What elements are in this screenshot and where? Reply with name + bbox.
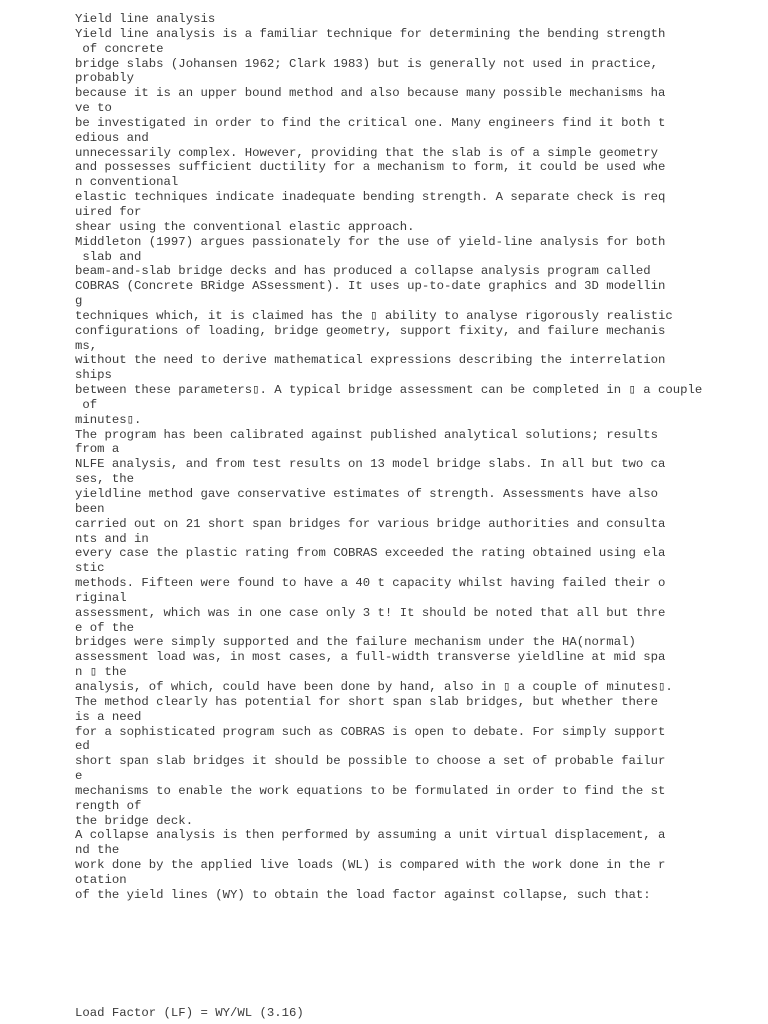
text-line: assessment, which was in one case only 3 t! It should be noted that all but thre	[75, 605, 666, 620]
body-text	[75, 12, 755, 903]
text-line: uired for	[75, 204, 142, 219]
text-line: slab and	[75, 249, 142, 264]
text-line: is a need	[75, 709, 142, 724]
text-line: A collapse analysis is then performed by assuming a unit virtual displacement, a	[75, 828, 666, 843]
text-line: assessment load was, in most cases, a full-width transverse yieldline at mid spa	[75, 650, 666, 665]
text-line: yieldline method gave conservative estimates of strength. Assessments have also	[75, 487, 658, 501]
text-line: carried out on 21 short span bridges for various bridge authorities and consulta	[75, 516, 666, 531]
text-line: because it is an upper bound method and also because many possible mechanisms ha	[75, 86, 666, 101]
text-line: minutes▯.	[75, 412, 142, 427]
load-factor-equation: Load Factor (LF) = WY/WL (3.16)	[75, 1006, 304, 1020]
text-line: work done by the applied live loads (WL) is compared with the work done in the r	[75, 858, 666, 873]
text-line: unnecessarily complex. However, providing that the slab is of a simple geometry	[75, 145, 658, 160]
text-line: analysis, of which, could have been done by hand, also in ▯ a couple of minutes▯.	[75, 679, 673, 694]
text-line: n ▯ the	[75, 665, 127, 680]
text-line: The method clearly has potential for short span slab bridges, but whether there	[75, 694, 658, 709]
text-line: without the need to derive mathematical expressions describing the interrelation	[75, 353, 666, 368]
text-line: otation	[75, 872, 127, 887]
text-line: short span slab bridges it should be possible to choose a set of probable failur	[75, 754, 666, 769]
text-line: g	[75, 294, 83, 309]
text-line: ed	[75, 739, 90, 754]
text-line: rength of	[75, 798, 142, 813]
text-line: COBRAS (Concrete BRidge ASsessment). It uses up-to-date graphics and 3D modellin	[75, 279, 666, 294]
text-line: nd the	[75, 843, 120, 858]
text-line: between these parameters▯. A typical bridge assessment can be completed in ▯ a couple	[75, 383, 703, 398]
text-line: ses, the	[75, 472, 135, 487]
text-line: Middleton (1997) argues passionately for the use of yield-line analysis for both	[75, 234, 666, 249]
text-line: ms,	[75, 338, 98, 353]
text-line: nts and in	[75, 531, 149, 546]
text-line: shear using the conventional elastic approach.	[75, 219, 415, 234]
text-line: and possesses sufficient ductility for a mechanism to form, it could be used whe	[75, 160, 666, 175]
text-line: stic	[75, 561, 105, 576]
text-line: from a	[75, 442, 120, 457]
text-line: e	[75, 769, 83, 784]
text-line: the bridge deck.	[75, 813, 194, 828]
text-line: for a sophisticated program such as COBRAS is open to debate. For simply support	[75, 724, 666, 739]
text-line: ve to	[75, 101, 112, 116]
text-line: bridges were simply supported and the failure mechanism under the HA(normal)	[75, 635, 636, 650]
text-line: Yield line analysis is a familiar technique for determining the bending strength	[75, 26, 666, 41]
text-line: e of the	[75, 620, 135, 635]
text-line: of concrete	[75, 41, 164, 56]
text-line: of	[75, 397, 98, 412]
text-line: been	[75, 501, 105, 516]
text-line: of the yield lines (WY) to obtain the load factor against collapse, such that:	[75, 887, 651, 902]
text-line: mechanisms to enable the work equations to be formulated in order to find the st	[75, 783, 666, 798]
text-line: elastic techniques indicate inadequate bending strength. A separate check is req	[75, 190, 666, 205]
section-heading: Yield line analysis	[75, 12, 216, 26]
text-line: bridge slabs (Johansen 1962; Clark 1983) but is generally not used in practice,	[75, 56, 658, 71]
text-line: every case the plastic rating from COBRAS exceeded the rating obtained using ela	[75, 546, 666, 561]
text-line: NLFE analysis, and from test results on 13 model bridge slabs. In all but two ca	[75, 457, 666, 472]
text-line: edious and	[75, 130, 149, 145]
text-line: beam-and-slab bridge decks and has produced a collapse analysis program called	[75, 264, 651, 279]
text-line: be investigated in order to find the critical one. Many engineers find it both t	[75, 115, 666, 130]
text-line: methods. Fifteen were found to have a 40 t capacity whilst having failed their o	[75, 576, 666, 591]
text-line: The program has been calibrated against published analytical solutions; results	[75, 427, 658, 442]
text-line: ships	[75, 368, 112, 383]
text-line: n conventional	[75, 175, 179, 190]
text-line: probably	[75, 71, 135, 86]
text-line: configurations of loading, bridge geometry, support fixity, and failure mechanis	[75, 323, 666, 338]
text-line: techniques which, it is claimed has the ▯ ability to analyse rigorously realistic	[75, 308, 673, 323]
text-line: riginal	[75, 590, 127, 605]
